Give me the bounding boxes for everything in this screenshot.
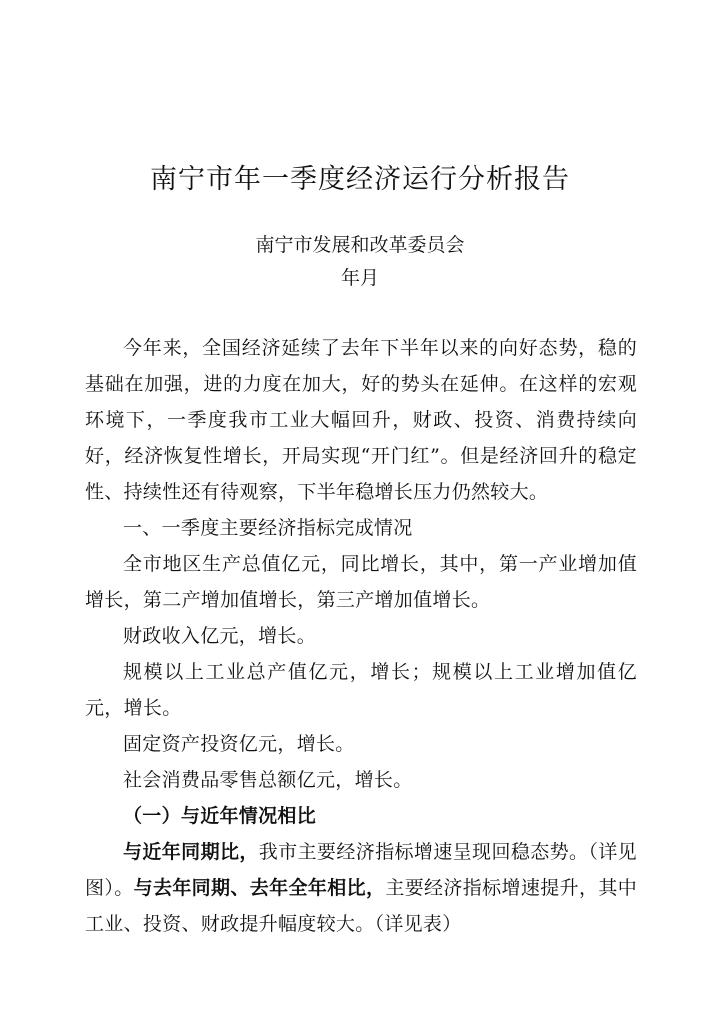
section-heading-indicators: 一、一季度主要经济指标完成情况 <box>123 517 413 539</box>
issuing-organization: 南宁市发展和改革委员会 <box>255 234 465 256</box>
retail-paragraph: 社会消费品零售总额亿元，增长。 <box>123 769 413 791</box>
industry-paragraph: 规模以上工业总产值亿元，增长；规模以上工业增加值亿元，增长。 <box>85 661 637 719</box>
document-title: 南宁市年一季度经济运行分析报告 <box>150 164 570 195</box>
comparison-paragraph <box>85 834 637 942</box>
comparison-text: 我市主要经济指标增速呈现回稳态势。（详见图）。 <box>85 841 637 899</box>
intro-paragraph: 今年来，全国经济延续了去年下半年以来的向好态势，稳的基础在加强，进的力度在加大，好的势头在延伸。在这样的宏观环境下，一季度我市工业大幅回升，财政、投资、消费持续向好，经济恢复性增长，开局实现“开门红”。但是经济回升的稳定性、持续性还有待观察，下半年稳增长压力仍然较大。 <box>85 337 637 503</box>
comparison-text-second: 主要经济指标增速提升，其中工业、投资、财政提升幅度较大。（详见表） <box>85 877 637 935</box>
investment-paragraph: 固定资产投资亿元，增长。 <box>123 733 355 755</box>
report-date: 年月 <box>340 267 379 289</box>
document-body <box>85 330 637 942</box>
fiscal-paragraph: 财政收入亿元，增长。 <box>123 625 317 647</box>
subsection-heading-comparison: （一）与近年情况相比 <box>123 805 317 827</box>
comparison-bold-lead: 与近年同期比， <box>123 841 259 863</box>
comparison-bold-second: 与去年同期、去年全年相比， <box>133 877 386 899</box>
gdp-paragraph: 全市地区生产总值亿元，同比增长，其中，第一产业增加值增长，第二产增加值增长，第三产增加值增长。 <box>85 553 637 611</box>
